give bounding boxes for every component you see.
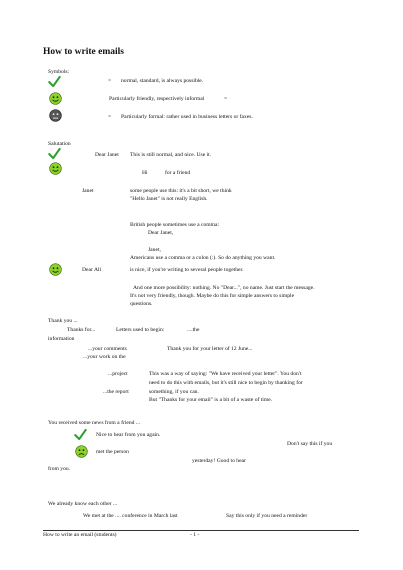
- british-text-2: Dear Janet,: [148, 230, 174, 236]
- know-heading: We already know each other ...: [48, 501, 118, 507]
- yesterday-text: yesterday! Good to hear: [192, 458, 246, 464]
- americans-text: Americans use a comma or a colon (:). So do anything you want.: [130, 255, 276, 261]
- footer-left: How to write an email (students): [43, 532, 117, 538]
- way-text-2: need to do this with emails, but it's still nice to begin by thanking for: [149, 380, 303, 386]
- hi-label: Hi: [142, 170, 148, 176]
- british-text-1: British people sometimes use a comma:: [130, 222, 220, 228]
- janet-text-2: "Hello Janet" is not really English.: [130, 196, 208, 202]
- checkmark-icon: [48, 147, 61, 160]
- letters-used-label: Letters used to begin:: [116, 327, 165, 333]
- checkmark-icon: [48, 75, 61, 88]
- way-text-4: But "Thanks for your email" is a bit of a waste of time.: [149, 397, 273, 403]
- dear-janet-text: This is still normal, and nice. Use it.: [130, 152, 212, 158]
- footer-page-number: - 1 -: [190, 532, 200, 538]
- thanks-heading: Thank you ...: [48, 318, 78, 324]
- information-label: information: [48, 336, 75, 342]
- way-text-3: something, if you can.: [149, 389, 199, 395]
- one-more-text-2: It's not very friendly, though. Maybe do this for simple answers to simple: [130, 293, 295, 299]
- janet-comma: Janet,: [148, 247, 161, 253]
- dear-janet-label: Dear Janet: [95, 152, 119, 158]
- hi-text: for a friend: [165, 170, 191, 176]
- janet-label: Janet: [82, 188, 94, 194]
- one-more-text-1: And one more possibility: nothing. No "Dear...", no name. Just start the message.: [133, 285, 315, 291]
- equals-sign: =: [108, 78, 112, 84]
- nice-text: Nice to hear from you again.: [96, 432, 161, 438]
- news-heading: You received some news from a friend ...: [48, 420, 141, 426]
- one-more-text-3: questions.: [130, 301, 153, 307]
- symbols-heading: Symbols:: [48, 69, 70, 75]
- footer-rule: [43, 530, 359, 531]
- smiley-face-icon: [49, 263, 62, 276]
- from-you-text: from you.: [48, 466, 71, 472]
- checkmark-icon: [74, 428, 87, 441]
- salutation-heading: Salutation: [48, 141, 71, 147]
- project-label: ...project: [108, 371, 128, 377]
- met-text: met the person: [96, 449, 129, 455]
- frowning-face-icon: [49, 109, 62, 122]
- dear-all-label: Dear All: [82, 267, 102, 273]
- frown-meaning: Particularly formal: rather used in business letters or faxes.: [121, 114, 253, 120]
- comments-label: ...your comments: [88, 346, 127, 352]
- letter-12june-text: Thank you for your letter of 12 June...: [167, 346, 253, 352]
- equals-sign: =: [224, 96, 228, 102]
- equals-sign: =: [108, 114, 112, 120]
- dear-all-text: is nice, if you're writing to several people together.: [130, 267, 244, 273]
- frowning-face-icon: [75, 445, 88, 458]
- way-text-1: This was a way of saying: "We have received your letter". You don't: [149, 371, 302, 377]
- page-title: How to write emails: [43, 47, 124, 57]
- smiley-meaning: Particularly friendly, respectively informal: [109, 96, 205, 102]
- janet-text-1: some people use this: it's a bit short, we think: [130, 188, 232, 194]
- work-on-label: ...your work on the: [83, 354, 126, 360]
- smiley-face-icon: [49, 92, 62, 105]
- smiley-face-icon: [49, 162, 62, 175]
- thanks-for-label: Thanks for...: [67, 327, 96, 333]
- met-at-text: We met at the .... conference in March last: [83, 513, 178, 519]
- checkmark-meaning: normal, standard, is always possible.: [121, 78, 204, 84]
- say-only-text: Say this only if you need a reminder: [226, 513, 308, 519]
- report-label: ...the report: [103, 389, 129, 395]
- dont-say-text: Don't say this if you: [287, 441, 333, 447]
- the-label: ....the: [187, 327, 200, 333]
